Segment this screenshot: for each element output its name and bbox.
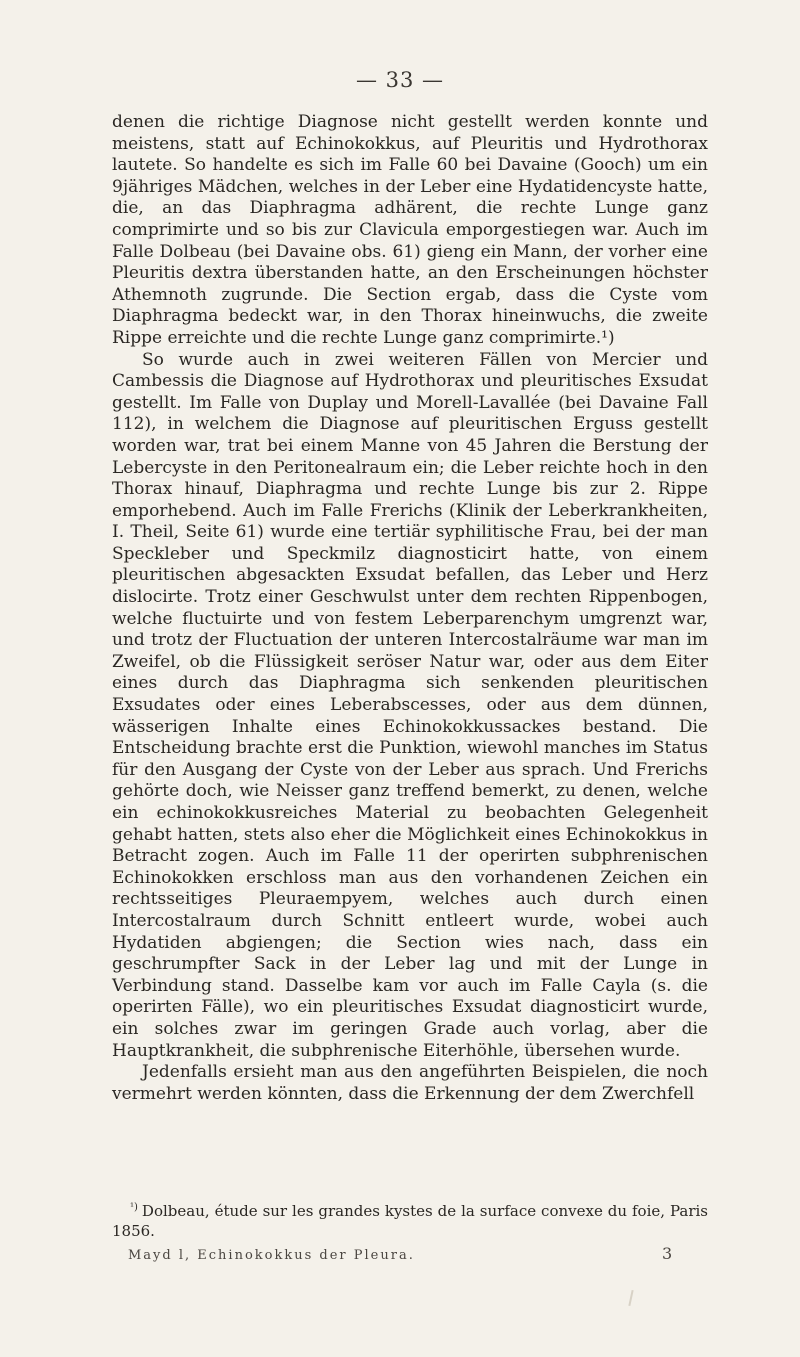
page-header: — 33 — [355, 68, 445, 92]
scan-mark [628, 1290, 633, 1306]
signature-line: Mayd l, Echinokokkus der Pleura. [128, 1248, 415, 1263]
paragraph-2: So wurde auch in zwei weiteren Fällen von Mercier und Cambessis die Diagnose auf Hydrothorax und pleuritisches Exsudat gestellt. Im Falle von Duplay und Morell-Lavallée (bei Davaine Fall 112), in welchem die Diagnose auf pleuritischen Erguss gestellt worden war, trat bei einem Manne von 45 Jahren die Berstung der Lebercyste in den Peritonealraum ein; die Leber reichte hoch in den Thorax hinauf, Diaphragma und rechte Lunge bis zur 2. Rippe emporhebend. Auch im Falle Frerichs (Klinik der Leberkrankheiten, I. Theil, Seite 61) wurde eine tertiär syphilitische Frau, bei der man Speckleber und Speckmilz diagnosticirt hatte, von einem pleuritischen abgesackten Exsudat befallen, das Leber und Herz dislocirte. Trotz einer Geschwulst unter dem rechten Rippenbogen, welche fluctuirte und von festem Leberparenchym umgrenzt war, und trotz der Fluctuation der unteren Intercostalräume war man im Zweifel, ob die Flüssigkeit seröser Natur war, oder aus dem Eiter eines durch das Diaphragma sich senkenden pleuritischen Exsudates oder eines Leberabscesses, oder aus dem dünnen, wässerigen Inhalte eines Echinokokkussackes bestand. Die Entscheidung brachte erst die Punktion, wiewohl manches im Status für den Ausgang der Cyste von der Leber aus sprach. Und Frerichs gehörte doch, wie Neisser ganz treffend bemerkt, zu denen, welche ein echinokokkusreiches Material zu beobachten Gelegenheit gehabt hatten, stets also eher die Möglichkeit eines Echinokokkus in Betracht zogen. Auch im Falle 11 der operirten subphrenischen Echinokokken erschloss man aus den vorhandenen Zeichen ein rechtsseitiges Pleuraempyem, welches auch durch einen Intercostalraum durch Schnitt entleert wurde, wobei auch Hydatiden abgiengen; die Section wies nach, dass ein geschrumpfter Sack in der Leber lag und mit der Lunge in Verbindung stand. Dasselbe kam vor auch im Falle Cayla (s. die operirten Fälle), wo ein pleuritisches Exsudat diagnosticirt wurde, ein solches zwar im geringen Grade auch vorlag, aber die Hauptkrankheit, die subphrenische Eiterhöhle, übersehen wurde. [112, 349, 708, 1061]
paragraph-1: denen die richtige Diagnose nicht gestellt werden konnte und meistens, statt auf Echinokokkus, auf Pleuritis und Hydrothorax lautete. So handelte es sich im Falle 60 bei Davaine (Gooch) um ein 9jähriges Mädchen, welches in der Leber eine Hydatidencyste hatte, die, an das Diaphragma adhärent, die rechte Lunge ganz comprimirte und so bis zur Clavicula emporgestiegen war. Auch im Falle Dolbeau (bei Davaine obs. 61) gieng ein Mann, der vorher eine Pleuritis dextra überstanden hatte, an den Erscheinungen höchster Athemnoth zugrunde. Die Section ergab, dass die Cyste vom Diaphragma bedeckt war, in den Thorax hineinwuchs, die zweite Rippe erreichte und die rechte Lunge ganz comprimirte.¹) [112, 112, 708, 348]
footnote-text: Dolbeau, étude sur les grandes kystes de la surface convexe du foie, Paris 1856. [112, 1202, 708, 1240]
footnote [112, 1198, 708, 1241]
paragraph-3: Jedenfalls ersieht man aus den angeführten Beispielen, die noch vermehrt werden könnten, dass die Erkennung der dem Zwerchfell [112, 1062, 708, 1104]
footnote-mark: ¹) [130, 1202, 138, 1213]
body-text [112, 112, 708, 1105]
signature-number: 3 [662, 1244, 673, 1263]
